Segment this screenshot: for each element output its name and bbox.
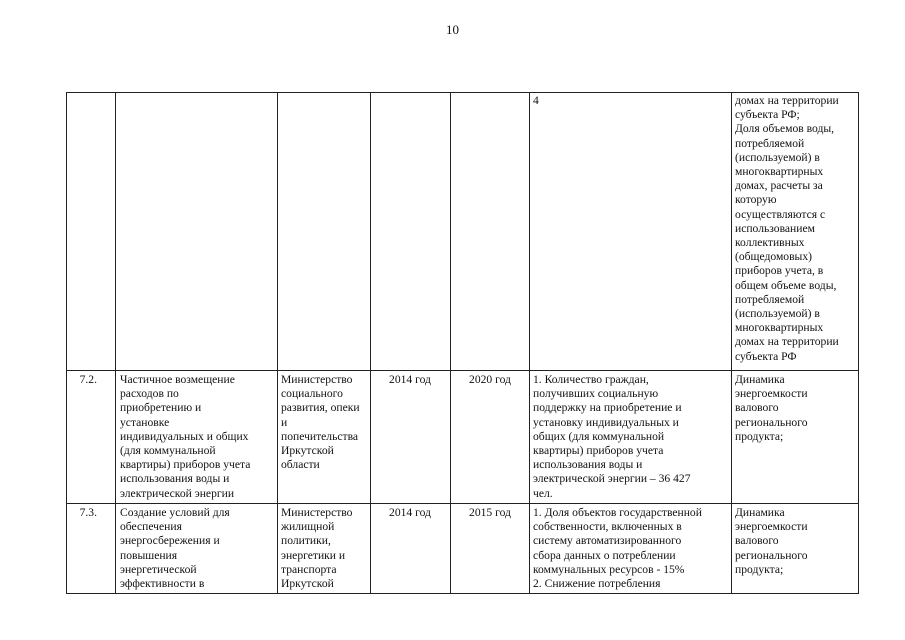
text-line: многоквартирных — [735, 321, 824, 335]
text-line: энергоемкости — [735, 520, 808, 534]
text-line: Иркутской — [281, 444, 334, 458]
text-line: энергоемкости — [735, 387, 808, 401]
text-line: Динамика — [735, 373, 785, 386]
row-divider — [66, 503, 859, 504]
text-line: чел. — [533, 486, 553, 500]
measure-cell — [120, 373, 276, 501]
indicator-cell — [533, 373, 730, 501]
text-line: домах, расчеты за — [735, 179, 823, 193]
text-line: энергосбережения и — [120, 534, 220, 548]
continuation-target — [735, 94, 857, 364]
text-line: (для коммунальной — [120, 444, 216, 458]
text-line: получивших социальную — [533, 387, 659, 401]
text-line: 1. Доля объектов государственной — [533, 506, 702, 519]
text-line: Доля объемов воды, — [735, 122, 835, 136]
text-line: использования воды и — [533, 458, 643, 472]
text-line: развития, опеки — [281, 401, 360, 415]
text-line: 2. Снижение потребления — [533, 577, 661, 591]
text-line: Министерство — [281, 373, 353, 386]
text-line: 4 — [533, 94, 539, 107]
row-number: 7.2. — [79, 373, 97, 386]
text-line: потребляемой — [735, 136, 805, 150]
text-line: регионального — [735, 548, 808, 562]
text-line: установке — [120, 415, 170, 429]
text-line: продукта; — [735, 429, 784, 443]
text-line: (общедомовых) — [735, 250, 813, 264]
row-divider — [66, 370, 859, 371]
row-number: 7.3. — [79, 506, 97, 519]
text-line: и — [281, 415, 288, 429]
text-line: жилищной — [281, 520, 335, 534]
executor-cell — [281, 373, 369, 472]
page-number: 10 — [446, 22, 459, 37]
text-line: потребляемой — [735, 292, 805, 306]
column-divider — [731, 92, 732, 594]
text-line: общем объеме воды, — [735, 278, 837, 292]
text-line: (используемой) в — [735, 150, 820, 164]
text-line: индивидуальных и общих — [120, 429, 249, 443]
text-line: энергетики и — [281, 548, 346, 562]
start-year: 2014 год — [389, 506, 431, 519]
text-line: домах на территории — [735, 335, 839, 349]
column-divider — [115, 92, 116, 594]
text-line: электрической энергии – 36 427 — [533, 472, 691, 486]
text-line: домах на территории — [735, 94, 839, 107]
end-year: 2015 год — [469, 506, 511, 519]
text-line: установку индивидуальных и — [533, 415, 679, 429]
text-line: продукта; — [735, 562, 784, 576]
text-line: валового — [735, 534, 779, 548]
text-line: квартиры) приборов учета — [533, 444, 664, 458]
text-line: Частичное возмещение — [120, 373, 235, 386]
text-line: расходов по — [120, 387, 179, 401]
text-line: (используемой) в — [735, 307, 820, 321]
text-line: поддержку на приобретение и — [533, 401, 682, 415]
text-line: Министерство — [281, 506, 353, 519]
text-line: валового — [735, 401, 779, 415]
continuation-indicator — [533, 94, 727, 108]
indicator-cell — [533, 506, 730, 593]
text-line: коммунальных ресурсов - 15% — [533, 562, 685, 576]
text-line: регионального — [735, 415, 808, 429]
text-line: многоквартирных — [735, 165, 824, 179]
text-line: приобретению и — [120, 401, 202, 415]
text-line: систему автоматизированного — [533, 534, 682, 548]
text-line: квартиры) приборов учета — [120, 458, 251, 472]
measure-cell — [120, 506, 276, 593]
text-line: которую — [735, 193, 777, 207]
start-year: 2014 год — [389, 373, 431, 386]
table-border-bottom — [66, 593, 859, 594]
executor-cell — [281, 506, 369, 593]
text-line: электрической энергии — [120, 486, 235, 500]
text-line: эффективности в — [120, 577, 205, 591]
text-line: энергетической — [120, 562, 197, 576]
text-line: социального — [281, 387, 343, 401]
end-year: 2020 год — [469, 373, 511, 386]
table-border-left — [66, 92, 67, 594]
target-cell — [735, 506, 857, 577]
text-line: области — [281, 458, 320, 472]
text-line: осуществляются с — [735, 207, 826, 221]
text-line: сбора данных о потреблении — [533, 548, 676, 562]
text-line: коллективных — [735, 236, 805, 250]
text-line: Динамика — [735, 506, 785, 519]
text-line: Создание условий для — [120, 506, 230, 519]
text-line: общих (для коммунальной — [533, 429, 665, 443]
text-line: Иркутской — [281, 577, 334, 591]
column-divider — [277, 92, 278, 594]
column-divider — [529, 92, 530, 594]
text-line: 1. Количество граждан, — [533, 373, 649, 386]
text-line: повышения — [120, 548, 178, 562]
text-line: приборов учета, в — [735, 264, 824, 278]
text-line: обеспечения — [120, 520, 182, 534]
table-border-top — [66, 92, 859, 93]
text-line: использованием — [735, 221, 815, 235]
text-line: попечительства — [281, 429, 359, 443]
target-cell — [735, 373, 857, 444]
text-line: субъекта РФ; — [735, 108, 800, 122]
text-line: политики, — [281, 534, 331, 548]
text-line: транспорта — [281, 562, 337, 576]
text-line: использования воды и — [120, 472, 230, 486]
text-line: собственности, включенных в — [533, 520, 682, 534]
text-line: субъекта РФ — [735, 349, 797, 363]
table-border-right — [858, 92, 859, 594]
